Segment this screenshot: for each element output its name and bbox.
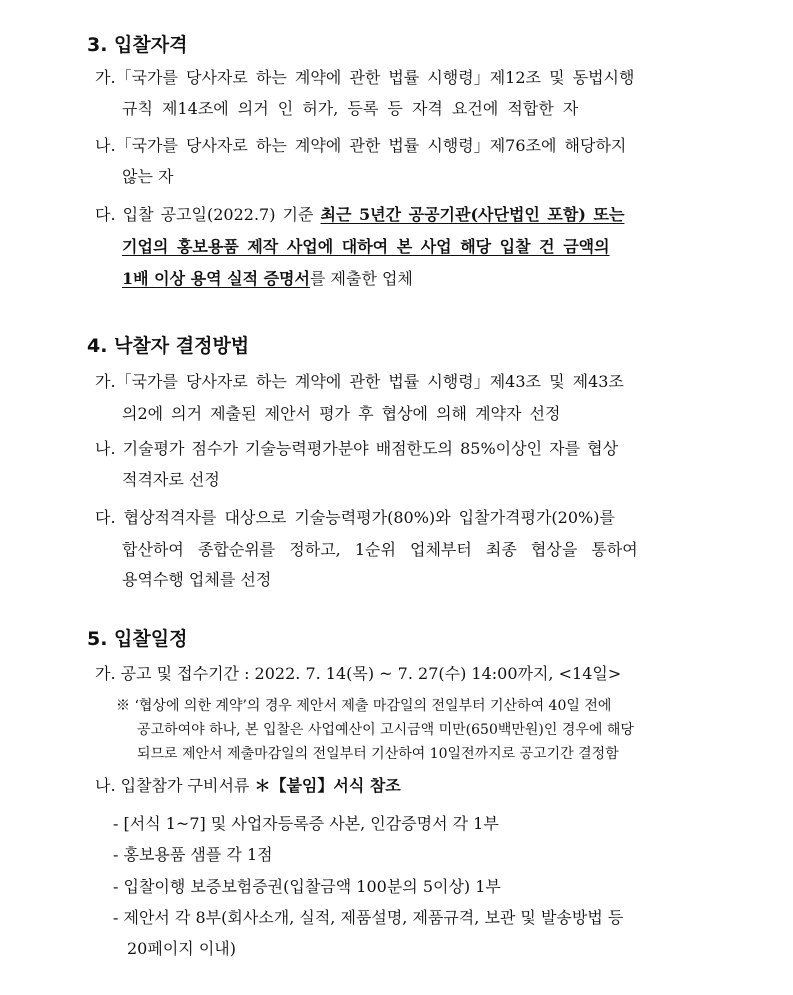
section-5-heading: 5. 입찰일정 xyxy=(87,628,188,650)
section-4-item-da-line-3: 용역수행 업체를 선정 xyxy=(122,570,272,589)
section-3-item-da-line-3 xyxy=(122,269,413,289)
section-4-item-ga-line-1: 가.「국가를 당사자로 하는 계약에 관한 법률 시행령」제43조 및 제43조 xyxy=(95,372,624,391)
section-5-note-line-3: 되므로 제안서 제출마감일의 전일부터 기산하여 10일전까지로 공고기간 결정함 xyxy=(137,746,619,762)
section-5-doc-item-4: - 제안서 각 8부(회사소개, 실적, 제품설명, 제품규격, 보관 및 발송방법 등 xyxy=(113,908,624,927)
section-5-note-line-2: 공고하여야 하나, 본 입찰은 사업예산이 고시금액 미만(650백만원)인 경우에 해당 xyxy=(137,722,634,738)
section-5-doc-item-3: - 입찰이행 보증보험증권(입찰금액 100분의 5이상) 1부 xyxy=(113,877,501,896)
section-5-item-ga: 가. 공고 및 접수기간 : 2022. 7. 14(목) ~ 7. 27(수) 14:00까지, <14일> xyxy=(95,664,622,683)
section-3-item-da-emphasis-2: 기업의 홍보용품 제작 사업에 대하여 본 사업 해당 입찰 건 금액의 xyxy=(122,237,610,256)
section-5-doc-item-4-line-2: 20페이지 이내) xyxy=(127,939,236,958)
section-4-item-na-line-1: 나. 기술평가 점수가 기술능력평가분야 배점한도의 85%이상인 자를 협상 xyxy=(95,439,619,458)
section-4-item-na-line-2: 적격자로 선정 xyxy=(122,470,220,489)
section-3-item-da-prefix: 다. 입찰 공고일(2022.7) 기준 xyxy=(95,205,321,224)
section-3-item-na-line-2: 않는 자 xyxy=(122,167,174,186)
section-4-item-da-line-2: 합산하여 종합순위를 정하고, 1순위 업체부터 최종 협상을 통하여 xyxy=(122,540,638,559)
section-5-doc-item-2: - 홍보용품 샘플 각 1점 xyxy=(113,845,273,864)
section-5-item-na-attachment-ref: ＊【붙임】서식 참조 xyxy=(254,776,401,795)
section-3-item-da-suffix: 를 제출한 업체 xyxy=(309,269,413,288)
section-3-item-ga-line-1: 가.「국가를 당사자로 하는 계약에 관한 법률 시행령」제12조 및 동법시행 xyxy=(95,68,635,87)
section-5-item-na-prefix: 나. 입찰참가 구비서류 xyxy=(95,776,255,795)
section-3-item-da-line-2 xyxy=(122,237,610,257)
section-5-doc-item-1: - [서식 1~7] 및 사업자등록증 사본, 인감증명서 각 1부 xyxy=(113,814,499,833)
section-3-heading: 3. 입찰자격 xyxy=(87,34,188,56)
section-4-heading: 4. 낙찰자 결정방법 xyxy=(87,335,250,357)
section-3-item-ga-line-2: 규칙 제14조에 의거 인 허가, 등록 등 자격 요건에 적합한 자 xyxy=(122,99,579,118)
section-3-item-da-line-1 xyxy=(95,205,624,225)
section-5-note-line-1: ※ ‘협상에 의한 계약’의 경우 제안서 제출 마감일의 전일부터 기산하여 40일 전에 xyxy=(116,698,612,714)
section-4-item-da-line-1: 다. 협상적격자를 대상으로 기술능력평가(80%)와 입찰가격평가(20%)를 xyxy=(95,508,615,527)
section-3-item-da-emphasis-1: 최근 5년간 공공기관(사단법인 포함) 또는 xyxy=(320,205,625,224)
section-5-item-na xyxy=(95,776,401,796)
section-3-item-da-emphasis-3: 1배 이상 용역 실적 증명서 xyxy=(122,269,310,288)
section-4-item-ga-line-2: 의2에 의거 제출된 제안서 평가 후 협상에 의해 계약자 선정 xyxy=(122,404,561,423)
section-3-item-na-line-1: 나.「국가를 당사자로 하는 계약에 관한 법률 시행령」제76조에 해당하지 xyxy=(95,136,627,155)
